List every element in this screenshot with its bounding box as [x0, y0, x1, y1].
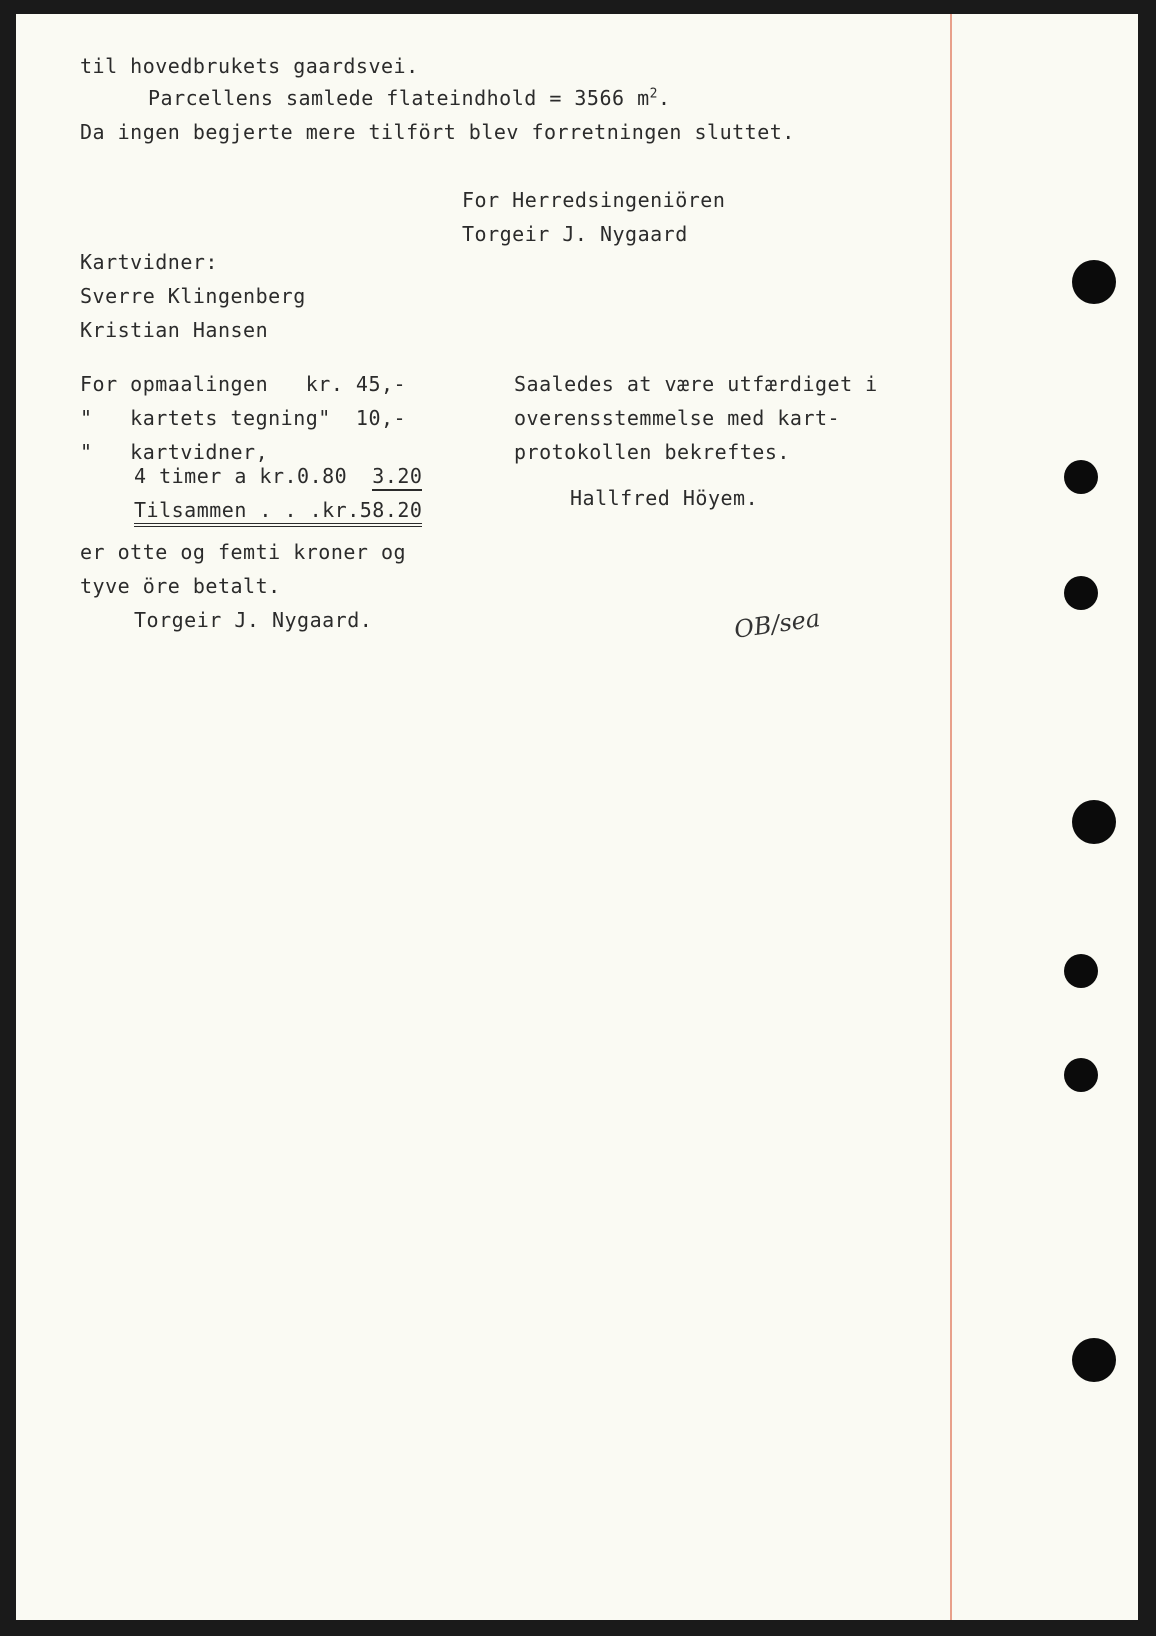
- punch-hole-5: [1064, 954, 1098, 988]
- signature-title: For Herredsingeniören: [462, 188, 726, 212]
- cost-row-3: " kartvidner,: [80, 440, 269, 464]
- cost-row-4-text: 4 timer a kr.0.80: [134, 464, 348, 488]
- text-line-3: Da ingen begjerte mere tilfört blev forretningen sluttet.: [80, 120, 795, 144]
- text-line-1: til hovedbrukets gaardsvei.: [80, 54, 419, 78]
- punch-hole-6: [1064, 1058, 1098, 1092]
- area-trailing: .: [657, 86, 671, 110]
- margin-line: [950, 14, 952, 1620]
- certification-line-3: protokollen bekreftes.: [514, 440, 790, 464]
- punch-hole-1: [1072, 260, 1116, 304]
- area-text: Parcellens samlede flateindhold = 3566 m: [148, 86, 650, 110]
- cost-row-4-amount: 3.20: [372, 464, 422, 491]
- witness-1: Sverre Klingenberg: [80, 284, 306, 308]
- area-superscript: 2: [649, 86, 658, 102]
- payment-signature: Torgeir J. Nygaard.: [134, 608, 373, 632]
- cost-row-2: " kartets tegning" 10,-: [80, 406, 407, 430]
- cost-row-4: [134, 464, 422, 488]
- cost-row-1: For opmaalingen kr. 45,-: [80, 372, 407, 396]
- punch-hole-4: [1072, 800, 1116, 844]
- witnesses-heading: Kartvidner:: [80, 250, 218, 274]
- certification-line-1: Saaledes at være utfærdiget i: [514, 372, 878, 396]
- signature-name: Torgeir J. Nygaard: [462, 222, 688, 246]
- payment-line-2: tyve öre betalt.: [80, 574, 281, 598]
- document-page: [16, 14, 1138, 1620]
- handwritten-note: OB/sea: [732, 604, 822, 644]
- payment-line-1: er otte og femti kroner og: [80, 540, 407, 564]
- cost-total: [134, 498, 422, 522]
- certification-signature: Hallfred Höyem.: [570, 486, 759, 510]
- punch-hole-7: [1072, 1338, 1116, 1382]
- area-line: [148, 86, 671, 110]
- certification-line-2: overensstemmelse med kart-: [514, 406, 841, 430]
- witness-2: Kristian Hansen: [80, 318, 269, 342]
- punch-hole-3: [1064, 576, 1098, 610]
- cost-total-text: Tilsammen . . .kr.58.20: [134, 498, 422, 527]
- punch-hole-2: [1064, 460, 1098, 494]
